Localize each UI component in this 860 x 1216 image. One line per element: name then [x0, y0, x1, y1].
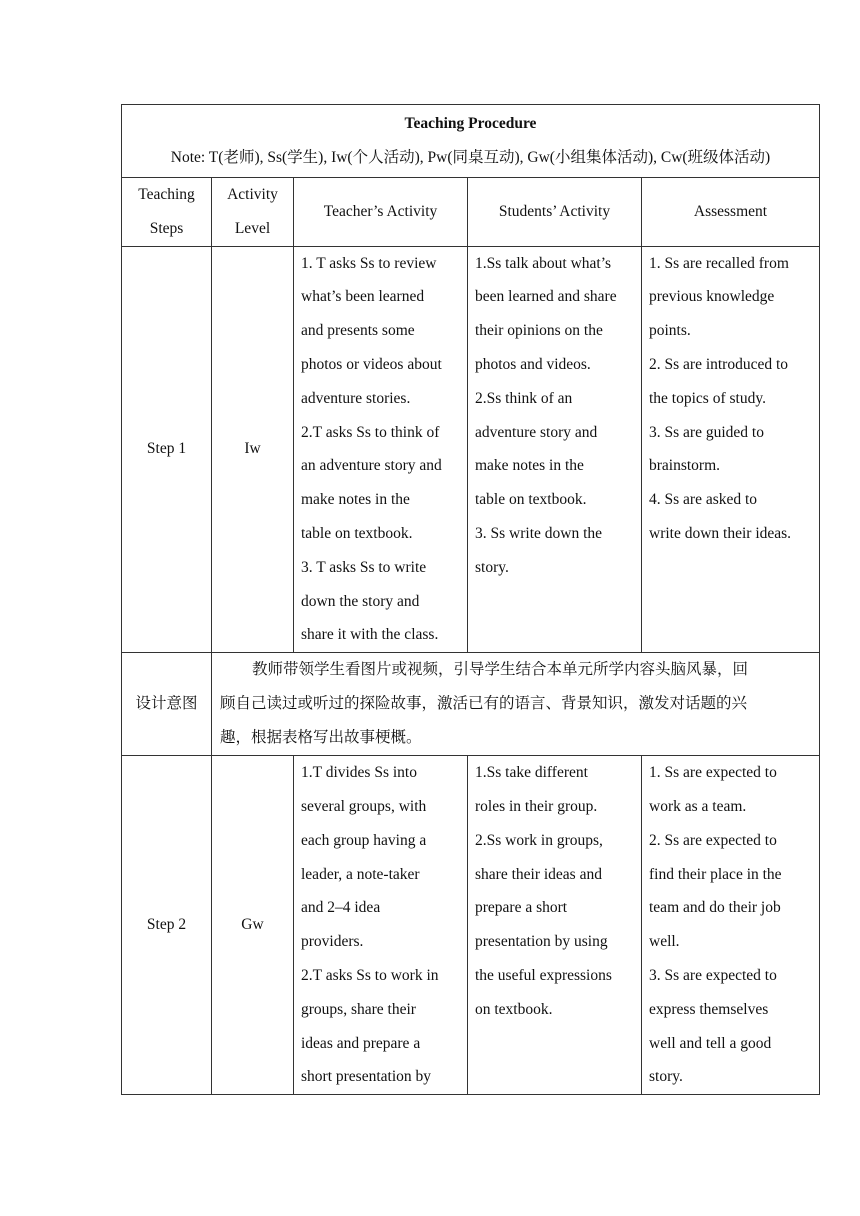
cell-text-line: express themselves — [649, 1000, 769, 1018]
column-heading-teacher: Teacher’s Activity — [294, 177, 468, 246]
step-1-assessment — [642, 246, 820, 653]
cell-text-line: 3. Ss are guided to — [649, 423, 764, 441]
cell-text-line: 3. Ss are expected to — [649, 966, 777, 984]
cell-text-line: 2.T asks Ss to work in — [301, 966, 439, 984]
cell-text-line: 1. T asks Ss to review — [301, 254, 437, 272]
column-heading-level-line: Level — [234, 219, 271, 237]
cell-text-line: and 2–4 idea — [301, 899, 381, 917]
column-heading-steps-line: Teaching — [138, 185, 195, 203]
teaching-procedure-table — [121, 104, 820, 1095]
table-row-step-1 — [122, 246, 820, 653]
cell-text-line: ideas and prepare a — [301, 1034, 421, 1052]
design-intent-line: 趣，根据表格写出故事梗概。 — [220, 729, 422, 747]
cell-text-line: the useful expressions — [475, 966, 612, 984]
cell-text-line: been learned and share — [475, 288, 617, 306]
cell-text-line: 2. Ss are introduced to — [649, 355, 789, 373]
step-2-students-activity — [468, 756, 642, 1095]
table-title: Teaching Procedure — [404, 115, 537, 132]
cell-text-line: short presentation by — [301, 1068, 432, 1086]
step-1-level: Iw — [212, 246, 294, 653]
design-intent-label: 设计意图 — [122, 653, 212, 756]
column-heading-level-line: Activity — [227, 185, 278, 203]
cell-text-line: table on textbook. — [475, 491, 587, 509]
cell-text-line: adventure story and — [475, 423, 598, 441]
step-1-students-activity — [468, 246, 642, 653]
cell-text-line: 2.Ss think of an — [475, 389, 573, 407]
design-intent-line: 教师带领学生看图片或视频，引导学生结合本单元所学内容头脑风暴，回 — [252, 661, 749, 679]
cell-text-line: 1.Ss talk about what’s — [475, 254, 612, 272]
design-intent-line: 顾自己读过或听过的探险故事，激活已有的语言、背景知识，激发对话题的兴 — [220, 695, 748, 713]
cell-text-line: find their place in the — [649, 865, 782, 883]
cell-text-line: 3. Ss write down the — [475, 524, 603, 542]
column-heading-steps — [122, 177, 212, 246]
table-row-design-intent — [122, 653, 820, 756]
cell-text-line: the topics of study. — [649, 389, 766, 407]
cell-text-line: presentation by using — [475, 933, 608, 951]
cell-text-line: make notes in the — [301, 491, 410, 509]
cell-text-line: share their ideas and — [475, 865, 602, 883]
step-2-label: Step 2 — [122, 756, 212, 1095]
cell-text-line: providers. — [301, 933, 364, 951]
cell-text-line: 2.Ss work in groups, — [475, 831, 603, 849]
cell-text-line: roles in their group. — [475, 797, 598, 815]
cell-text-line: prepare a short — [475, 899, 568, 917]
cell-text-line: points. — [649, 322, 691, 340]
column-heading-level — [212, 177, 294, 246]
column-heading-students: Students’ Activity — [468, 177, 642, 246]
cell-text-line: what’s been learned — [301, 288, 425, 306]
table-header-row — [122, 105, 820, 178]
cell-text-line: each group having a — [301, 831, 427, 849]
step-1-teacher-activity — [294, 246, 468, 653]
cell-text-line: story. — [649, 1068, 683, 1086]
step-2-teacher-activity — [294, 756, 468, 1095]
cell-text-line: photos and videos. — [475, 355, 591, 373]
cell-text-line: 4. Ss are asked to — [649, 491, 758, 509]
cell-text-line: their opinions on the — [475, 322, 603, 340]
cell-text-line: an adventure story and — [301, 457, 442, 475]
cell-text-line: story. — [475, 558, 509, 576]
cell-text-line: 1. Ss are recalled from — [649, 254, 789, 272]
cell-text-line: share it with the class. — [301, 626, 439, 644]
step-2-assessment — [642, 756, 820, 1095]
cell-text-line: brainstorm. — [649, 457, 721, 475]
step-1-label: Step 1 — [122, 246, 212, 653]
cell-text-line: photos or videos about — [301, 355, 442, 373]
column-heading-assessment: Assessment — [642, 177, 820, 246]
cell-text-line: 1.T divides Ss into — [301, 764, 417, 782]
cell-text-line: team and do their job — [649, 899, 781, 917]
cell-text-line: well and tell a good — [649, 1034, 772, 1052]
design-intent-text — [212, 653, 820, 756]
cell-text-line: leader, a note-taker — [301, 865, 420, 883]
cell-text-line: adventure stories. — [301, 389, 411, 407]
column-heading-row — [122, 177, 820, 246]
table-row-step-2 — [122, 756, 820, 1095]
cell-text-line: down the story and — [301, 592, 420, 610]
cell-text-line: 3. T asks Ss to write — [301, 558, 427, 576]
cell-text-line: on textbook. — [475, 1000, 553, 1018]
cell-text-line: previous knowledge — [649, 288, 775, 306]
cell-text-line: work as a team. — [649, 797, 747, 815]
cell-text-line: table on textbook. — [301, 524, 413, 542]
header-cell — [122, 105, 820, 178]
cell-text-line: and presents some — [301, 322, 415, 340]
table-note: Note: T(老师), Ss(学生), Iw(个人活动), Pw(同桌互动), Gw(小组集体活动), Cw(班级体活动) — [170, 148, 771, 166]
cell-text-line: 2. Ss are expected to — [649, 831, 777, 849]
cell-text-line: groups, share their — [301, 1000, 416, 1018]
cell-text-line: 1. Ss are expected to — [649, 764, 777, 782]
cell-text-line: 1.Ss take different — [475, 764, 588, 782]
cell-text-line: well. — [649, 933, 680, 951]
cell-text-line: 2.T asks Ss to think of — [301, 423, 440, 441]
cell-text-line: several groups, with — [301, 797, 427, 815]
column-heading-steps-line: Steps — [149, 219, 184, 237]
step-2-level: Gw — [212, 756, 294, 1095]
cell-text-line: make notes in the — [475, 457, 584, 475]
cell-text-line: write down their ideas. — [649, 524, 792, 542]
